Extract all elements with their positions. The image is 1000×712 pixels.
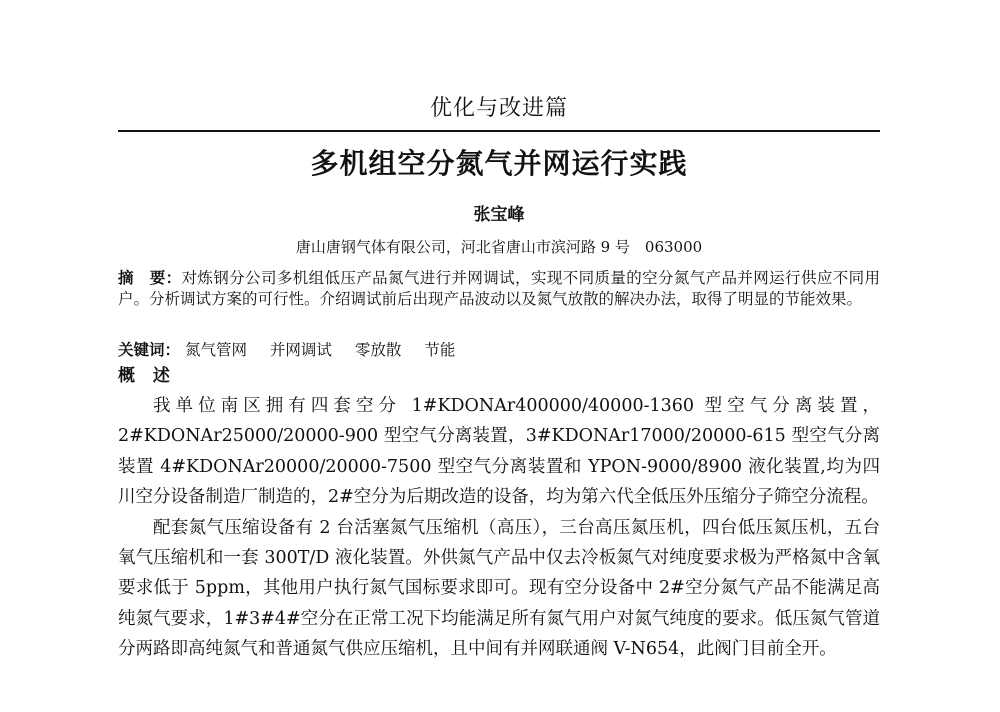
body-paragraph: 我单位南区拥有四套空分 1#KDONAr400000/40000-1360 型空气分离装置，2#KDONAr25000/20000-900 型空气分离装置，3#KDONAr17000/20000-615 型空气分离装置 4#KDONAr20000/20000-7500 型空气分离装置和 YPON-9000/8900 液化装置,均为四川空分设备制造厂制造的，2#空分为后期改造的设备，均为第六代全低压外压缩分子筛空分流程。 xyxy=(118,396,880,508)
section-heading: 概 述 xyxy=(118,366,176,386)
abstract-label: 摘 要： xyxy=(118,268,182,287)
keyword-item: 氮气管网 xyxy=(184,341,247,359)
keywords-label: 关键词： xyxy=(118,340,181,359)
keyword-item: 并网调试 xyxy=(269,341,332,359)
abstract xyxy=(118,267,880,310)
keyword-item: 零放散 xyxy=(354,341,402,359)
header-rule xyxy=(118,130,880,132)
running-head: 优化与改进篇 xyxy=(429,96,568,121)
author-affiliation: 唐山唐钢气体有限公司，河北省唐山市滨河路 9 号 063000 xyxy=(295,238,703,256)
keyword-item: 节能 xyxy=(424,341,456,359)
abstract-text: 对炼钢分公司多机组低压产品氮气进行并网调试，实现不同质量的空分氮气产品并网运行供应不同用户。分析调试方案的可行性。介绍调试前后出现产品波动以及氮气放散的解决办法，取得了明显的节能效果。 xyxy=(118,269,880,308)
author-name: 张宝峰 xyxy=(473,205,525,225)
body-paragraph: 配套氮气压缩设备有 2 台活塞氮气压缩机（高压），三台高压氮压机，四台低压氮压机，五台氧气压缩机和一套 300T/D 液化装置。外供氮气产品中仅去冷板氮气对纯度要求极为严格氮中含氧要求低于 5ppm，其他用户执行氮气国标要求即可。现有空分设备中 2#空分氮气产品不能满足高纯氮气要求，1#3#4#空分在正常工况下均能满足所有氮气用户对氮气纯度的要求。低压氮气管道分两路即高纯氮气和普通氮气供应压缩机，且中间有并网联通阀 V-N654，此阀门目前全开。 xyxy=(118,517,880,660)
keywords xyxy=(118,339,880,361)
body-text xyxy=(118,391,880,665)
article-title: 多机组空分氮气并网运行实践 xyxy=(310,147,688,180)
